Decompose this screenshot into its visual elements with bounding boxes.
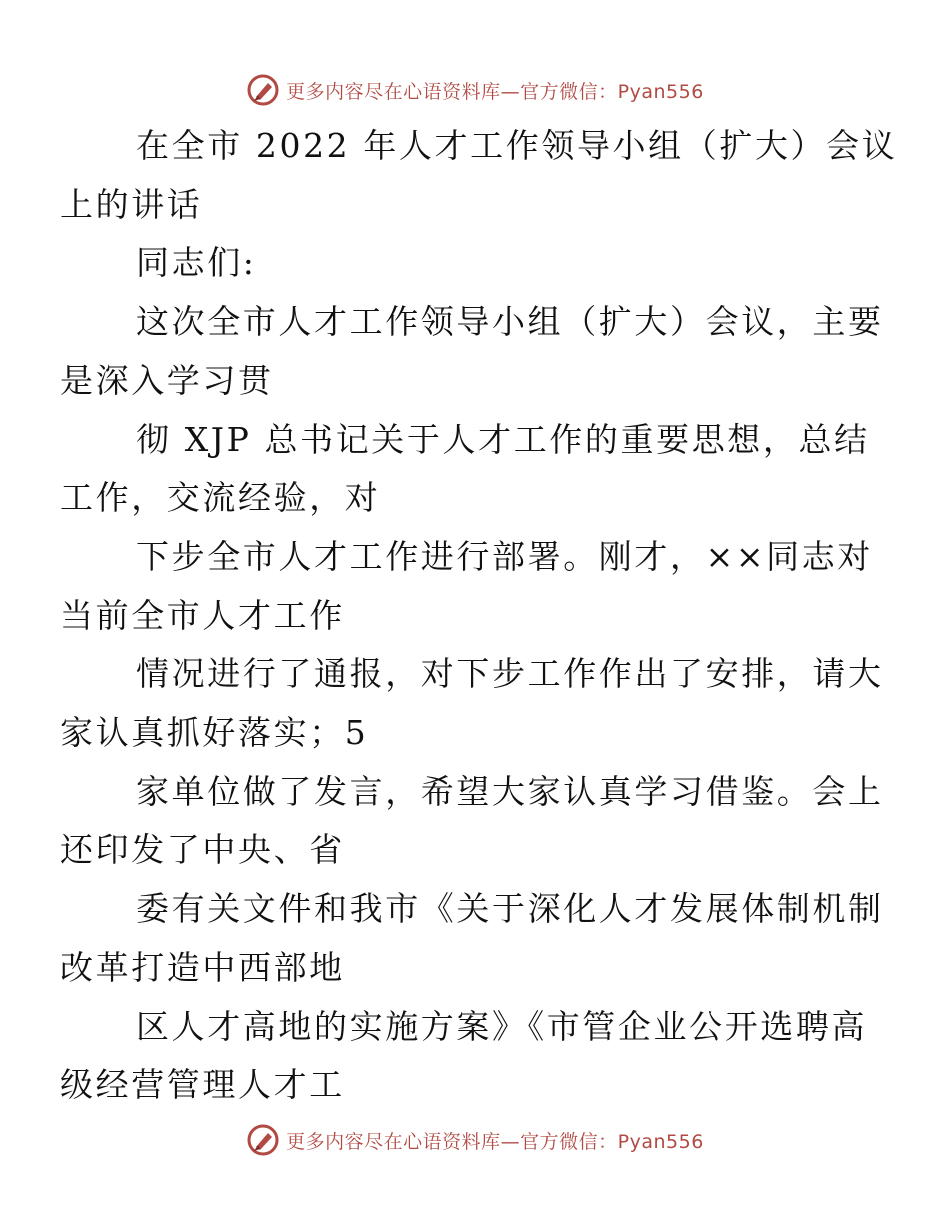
body-paragraph: [60, 528, 873, 645]
body-paragraph: [60, 293, 884, 410]
text-line: 情况进行了通报，对下步工作作出了安排，请大: [136, 654, 884, 694]
body-paragraph: [60, 763, 884, 880]
text-line: 级经营管理人才工: [60, 1065, 345, 1105]
pen-nib-logo-icon: [246, 73, 280, 107]
title-paragraph: [60, 117, 898, 234]
text-line: 这次全市人才工作领导小组（扩大）会议，主要: [136, 302, 884, 342]
document-body: [60, 117, 898, 1115]
text-line: 上的讲话: [60, 184, 203, 224]
header-watermark-text: 更多内容尽在心语资料库—官方微信：Pyan556: [286, 80, 704, 103]
text-line: 彻 XJP 总书记关于人才工作的重要思想，总结: [136, 419, 870, 459]
salutation-paragraph: [98, 234, 853, 293]
body-paragraph: [60, 998, 868, 1115]
text-line: 工作，交流经验，对: [60, 478, 381, 518]
footer-watermark-text: 更多内容尽在心语资料库—官方微信：Pyan556: [286, 1130, 704, 1153]
text-line: 家认真抓好落实；5: [60, 713, 369, 753]
text-line: 是深入学习贯: [60, 360, 274, 400]
text-line: 家单位做了发言，希望大家认真学习借鉴。会上: [136, 771, 884, 811]
footer-watermark: [0, 1120, 950, 1160]
text-line: 在全市 2022 年人才工作领导小组（扩大）会议: [136, 126, 898, 165]
text-line: 当前全市人才工作: [60, 595, 345, 635]
header-watermark: [0, 70, 950, 110]
pen-nib-logo-icon: [246, 1123, 280, 1157]
body-paragraph: [60, 645, 884, 762]
body-paragraph: [60, 880, 884, 997]
text-line: 委有关文件和我市《关于深化人才发展体制机制: [136, 889, 884, 929]
body-paragraph: [60, 411, 870, 528]
text-line: 下步全市人才工作进行部署。刚才，××同志对: [136, 536, 873, 576]
text-line: 还印发了中央、省: [60, 830, 345, 870]
text-line: 同志们:: [136, 243, 257, 283]
text-line: 改革打造中西部地: [60, 947, 345, 987]
text-line: 区人才高地的实施方案》《市管企业公开选聘高: [136, 1006, 868, 1046]
